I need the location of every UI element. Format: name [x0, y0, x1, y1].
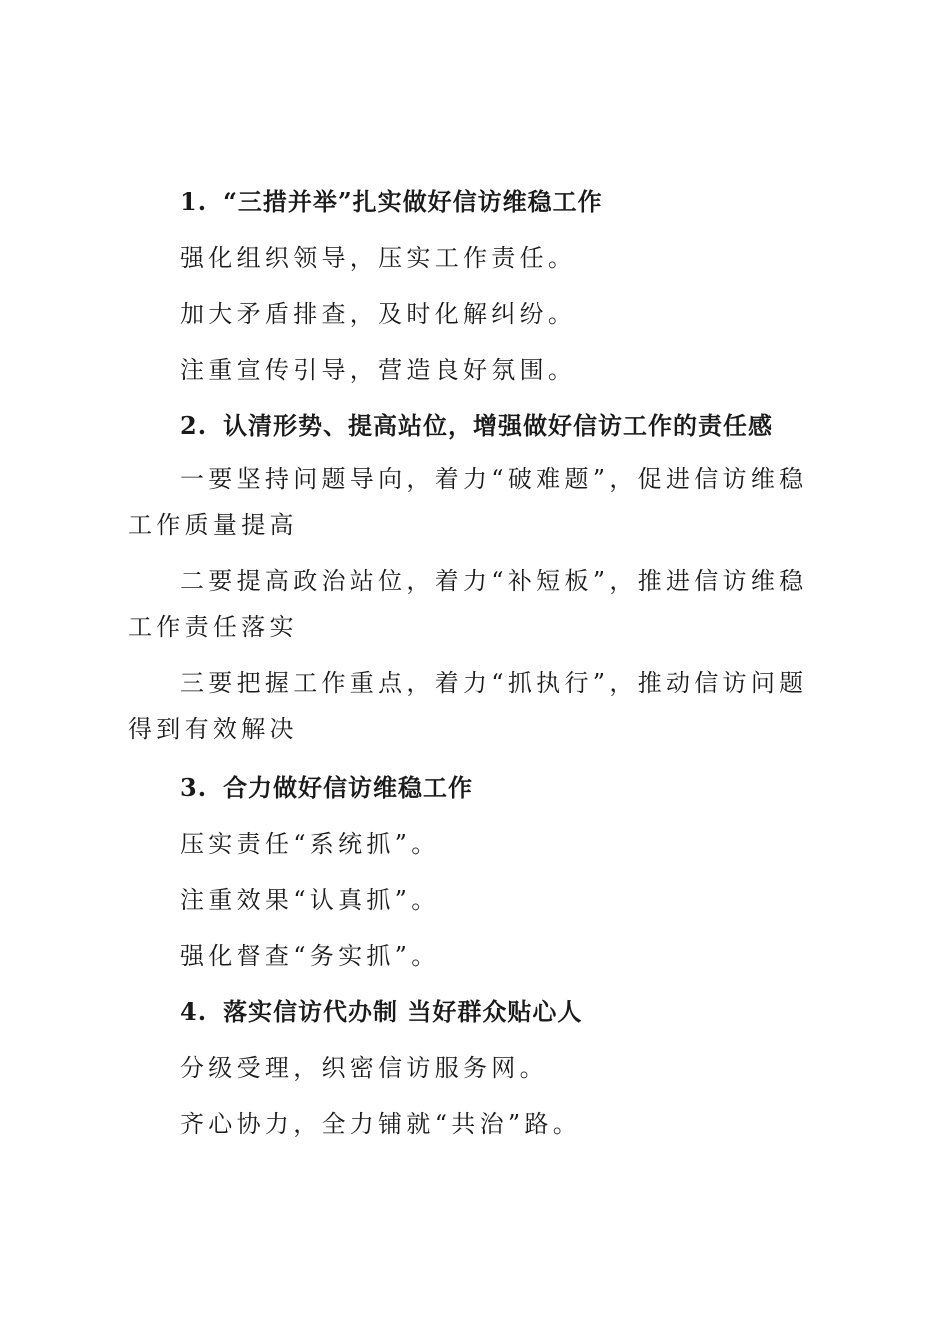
- paragraph: 三要把握工作重点，着力“抓执行”，推动信访问题得到有效解决: [128, 669, 808, 743]
- section-number: 4.: [180, 997, 208, 1026]
- section-title: 认清形势、提高站位，增强做好信访工作的责任感: [223, 411, 774, 440]
- paragraph: 强化组织领导，压实工作责任。: [180, 244, 577, 272]
- section-title: “三措并举”扎实做好信访维稳工作: [223, 187, 603, 216]
- paragraph: 强化督查“务实抓”。: [180, 942, 440, 970]
- section-heading: [128, 986, 832, 1038]
- section-number: 1.: [180, 187, 208, 216]
- section-number: 2.: [180, 411, 208, 440]
- section-title: 落实信访代办制 当好群众贴心人: [223, 997, 583, 1026]
- section-title: 合力做好信访维稳工作: [223, 773, 474, 802]
- document-body: [128, 176, 832, 1154]
- section-heading: [128, 762, 832, 814]
- section-heading: [128, 400, 832, 452]
- paragraph: 分级受理，织密信访服务网。: [180, 1054, 548, 1082]
- paragraph: 二要提高政治站位，着力“补短板”，推进信访维稳工作责任落实: [128, 567, 808, 641]
- section-heading: [128, 176, 832, 228]
- paragraph: 齐心协力，全力铺就“共治”路。: [180, 1110, 582, 1138]
- section-number: 3.: [180, 773, 208, 802]
- paragraph: 注重效果“认真抓”。: [180, 886, 440, 914]
- paragraph: 加大矛盾排查，及时化解纠纷。: [180, 300, 577, 328]
- paragraph: 一要坚持问题导向，着力“破难题”，促进信访维稳工作质量提高: [128, 465, 808, 539]
- paragraph: 注重宣传引导，营造良好氛围。: [180, 356, 577, 384]
- paragraph: 压实责任“系统抓”。: [180, 830, 440, 858]
